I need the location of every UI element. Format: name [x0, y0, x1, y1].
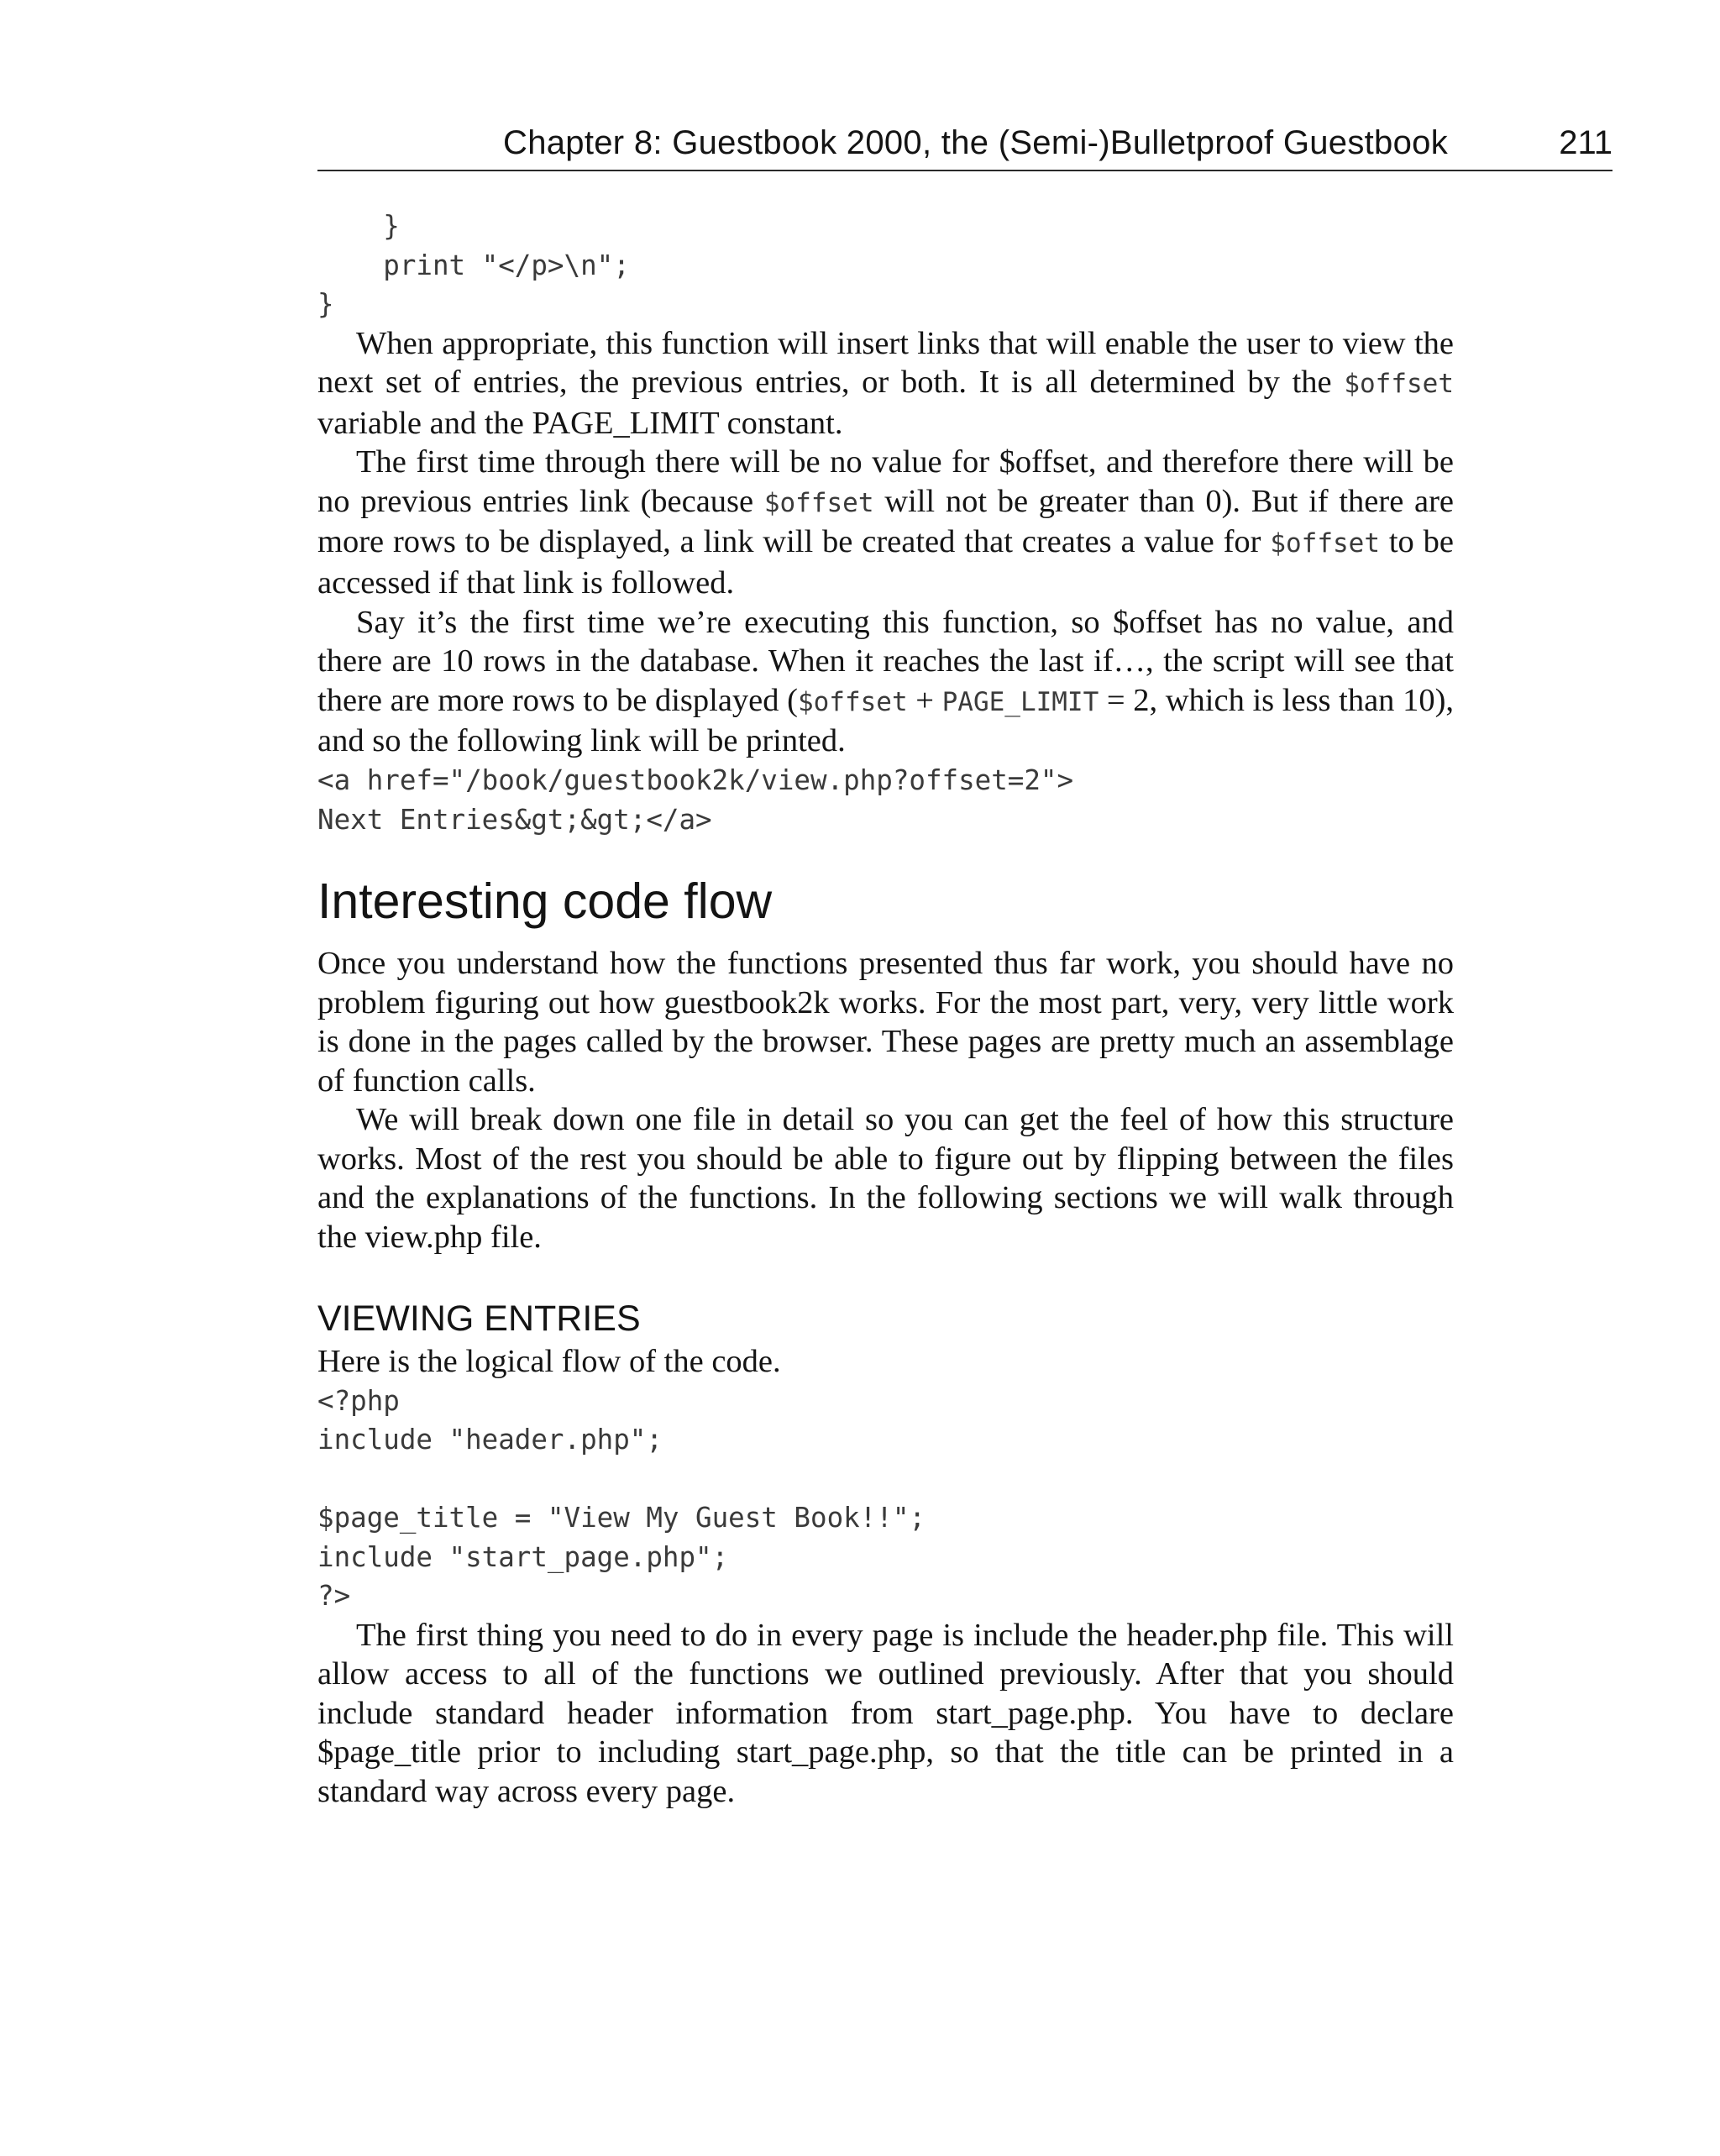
- text-run: The first time through there will be no value for $offset, and therefore there will be no previous entries link (because: [317, 444, 1454, 519]
- text-run: = 2, which is less than 10), and so the following link will be printed.: [317, 682, 1455, 759]
- paragraph-break-down: We will break down one file in detail so you can get the feel of how this structure works. Most of the rest you should be able to figure out by flipping between the files and the explanations of the functions. In the following sections we will walk through the view.php file.: [317, 1102, 1454, 1256]
- paragraph-example: [317, 603, 1454, 761]
- paragraph-understand: Once you understand how the functions presented thus far work, you should have no problem figuring out how guestbook2k works. For the most part, very, very little work is done in the pages called by the browser. These pages are pretty much an assemblage of function calls.: [317, 945, 1454, 1099]
- paragraph-first-time: [317, 443, 1454, 602]
- inline-code: PAGE_LIMIT: [941, 686, 1099, 717]
- running-header: [317, 109, 1612, 171]
- inline-code: $offset: [1270, 528, 1381, 559]
- book-page: [317, 109, 1612, 1812]
- text-run: to be accessed if that link is followed.: [317, 524, 1454, 601]
- code-block-link: <a href="/book/guestbook2k/view.php?offset=2"> Next Entries&gt;&gt;</a>: [317, 764, 1074, 836]
- inline-code: $offset: [797, 686, 908, 717]
- page-content: [317, 171, 1454, 1812]
- code-block-print: } print "</p>\n"; }: [317, 210, 630, 320]
- paragraph-logical-flow: Here is the logical flow of the code.: [317, 1343, 781, 1379]
- subsection-heading: VIEWING ENTRIES: [317, 1298, 641, 1339]
- page-number: 211: [1559, 124, 1612, 161]
- text-run: will not be greater than 0). But if there are more rows to be displayed, a link will be created that creates a value for: [317, 483, 1454, 560]
- text-run: variable and the PAGE_LIMIT constant.: [317, 405, 843, 441]
- chapter-title: Chapter 8: Guestbook 2000, the (Semi-)Bulletproof Guestbook: [503, 124, 1448, 161]
- paragraph-offset-intro: [317, 324, 1454, 443]
- code-block-php: <?php include "header.php"; $page_title = "View My Guest Book!!"; include "start_page.php"; ?>: [317, 1384, 926, 1613]
- text-run: Say it’s the first time we’re executing this function, so $offset has no value, and there are 10 rows in the database. When it reaches the last if…, the script will see that there are more rows to be displayed (: [317, 604, 1454, 718]
- paragraph-first-thing: The first thing you need to do in every page is include the header.php file. This will allow access to all of the functions we outlined previously. After that you should include standard header information from start_page.php. You have to declare $page_title prior to including start_page.php, so that the title can be printed in a standard way across every page.: [317, 1617, 1454, 1809]
- text-run: +: [907, 682, 942, 718]
- text-run: When appropriate, this function will insert links that will enable the user to view the next set of entries, the previous entries, or both. It is all determined by the: [317, 325, 1454, 401]
- inline-code: $offset: [763, 487, 874, 518]
- section-heading: Interesting code flow: [317, 873, 773, 930]
- inline-code: $offset: [1344, 369, 1454, 400]
